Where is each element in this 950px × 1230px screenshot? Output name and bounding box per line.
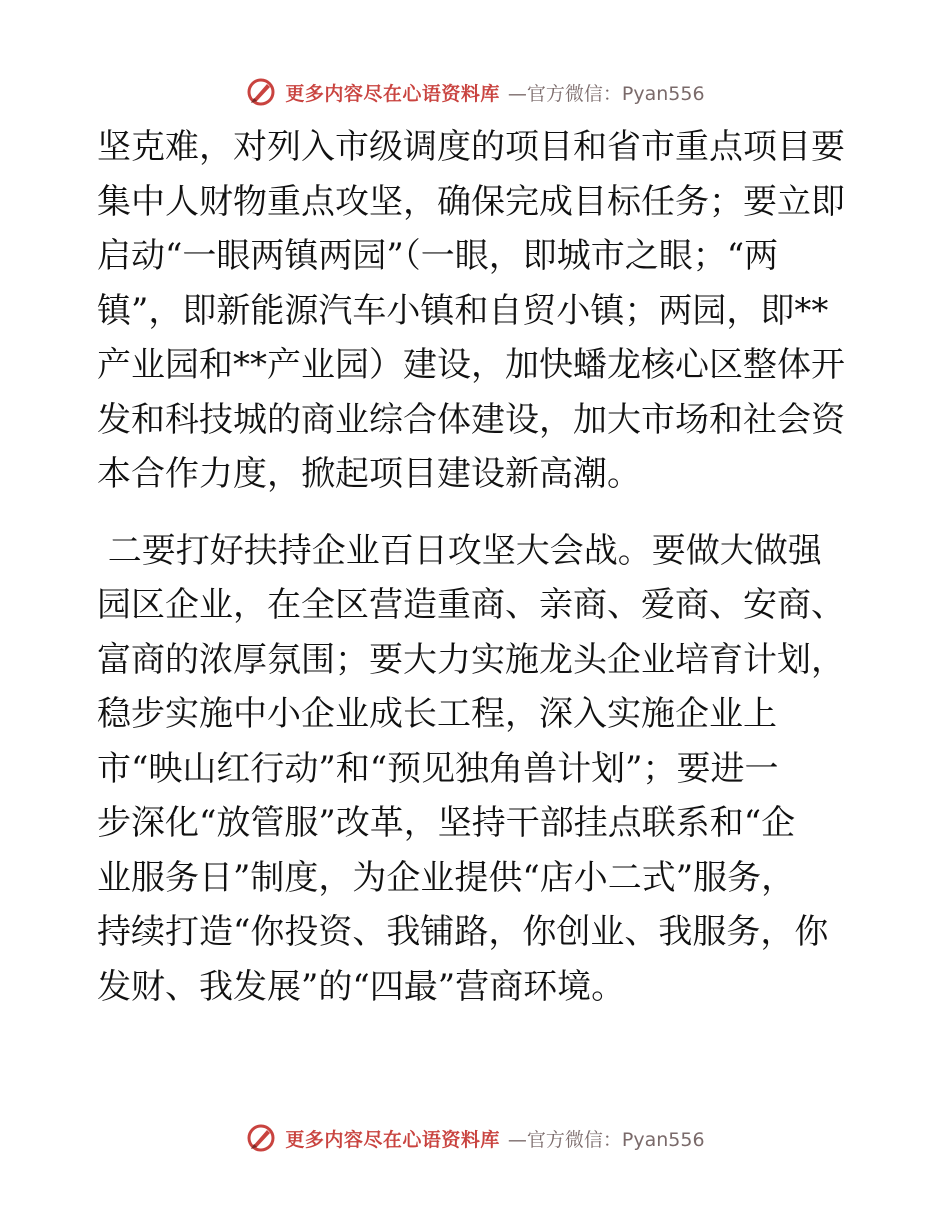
quill-circle-icon (245, 76, 277, 108)
paragraph (97, 524, 852, 1015)
text-line: 坚克难，对列入市级调度的项目和省市重点项目要 (97, 127, 845, 167)
text-line: 本合作力度，掀起项目建设新高潮。 (97, 454, 641, 494)
text-line: 产业园和**产业园）建设，加快蟠龙核心区整体开 (97, 345, 845, 385)
text-line: 集中人财物重点攻坚，确保完成目标任务；要立即 (97, 181, 845, 222)
footer-watermark (0, 1118, 950, 1158)
document-body (97, 120, 852, 1014)
text-line: 步深化“放管服”改革，坚持干部挂点联系和“企 (97, 803, 796, 843)
watermark-main-text: 更多内容尽在心语资料库 (285, 82, 500, 105)
text-line: 园区企业，在全区营造重商、亲商、爱商、安商、 (97, 585, 845, 625)
quill-circle-icon (245, 1122, 277, 1154)
paragraph-spacer (97, 502, 852, 524)
text-line: 镇”，即新能源汽车小镇和自贸小镇；两园，即** (97, 290, 829, 331)
paragraph (97, 120, 852, 502)
text-line: 启动“一眼两镇两园”（一眼，即城市之眼；“两 (97, 236, 779, 276)
watermark-main-text: 更多内容尽在心语资料库 (285, 1128, 500, 1151)
text-line: 发财、我发展”的“四最”营商环境。 (97, 966, 626, 1007)
text-line: 业服务日”制度，为企业提供“店小二式”服务， (97, 857, 796, 898)
text-line: 二要打好扶持企业百日攻坚大会战。要做大做强 (97, 530, 822, 571)
header-watermark (0, 72, 950, 112)
text-line: 发和科技城的商业综合体建设，加大市场和社会资 (97, 399, 845, 440)
text-line: 稳步实施中小企业成长工程，深入实施企业上 (97, 694, 777, 734)
text-line: 市“映山红行动”和“预见独角兽计划”；要进一 (97, 748, 779, 789)
text-line: 持续打造“你投资、我铺路，你创业、我服务，你 (97, 912, 829, 952)
watermark-sub-text: —官方微信：Pyan556 (507, 82, 705, 105)
text-line: 富商的浓厚氛围；要大力实施龙头企业培育计划， (97, 639, 845, 680)
watermark-sub-text: —官方微信：Pyan556 (507, 1128, 705, 1151)
